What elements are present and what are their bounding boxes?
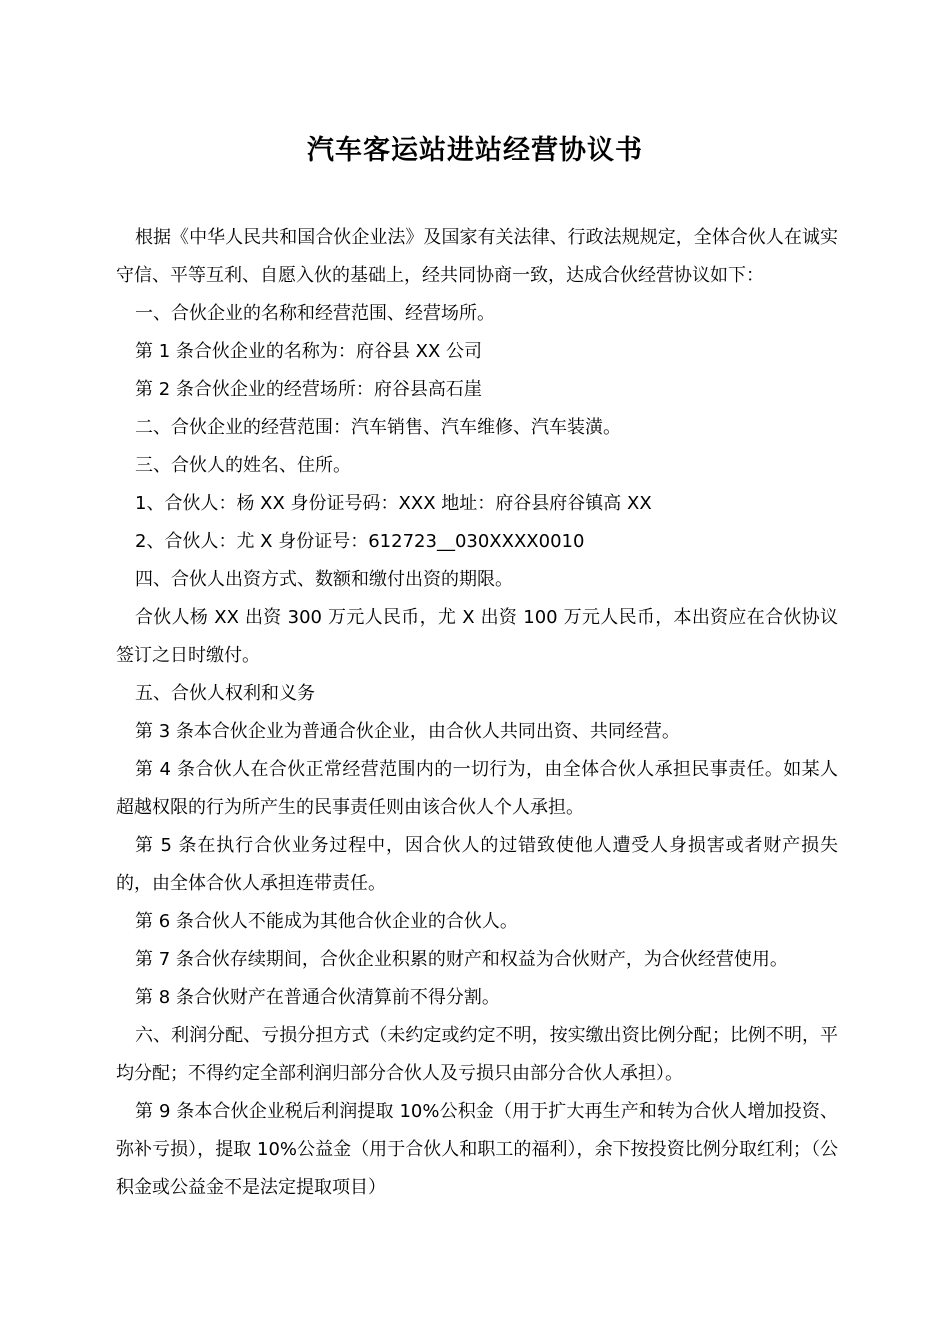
section-heading-5: 五、合伙人权利和义务 <box>135 683 315 704</box>
partner-2: 2、合伙人：尤 X 身份证号：612723__030XXXX0010 <box>135 531 585 552</box>
article-6: 第 6 条合伙人不能成为其他合伙企业的合伙人。 <box>135 911 518 932</box>
partner-1: 1、合伙人：杨 XX 身份证号码：XXX 地址：府谷县府谷镇高 XX <box>135 493 652 514</box>
article-7: 第 7 条合伙存续期间，合伙企业积累的财产和权益为合伙财产，为合伙经营使用。 <box>135 949 788 970</box>
article-3: 第 3 条本合伙企业为普通合伙企业，由合伙人共同出资、共同经营。 <box>135 721 680 742</box>
article-4: 第 4 条合伙人在合伙正常经营范围内的一切行为，由全体合伙人承担民事责任。如某人超越权限的行为所产生的民事责任则由该合伙人个人承担。 <box>116 759 838 818</box>
section-heading-2: 二、合伙企业的经营范围：汽车销售、汽车维修、汽车装潢。 <box>135 417 621 438</box>
document-title: 汽车客运站进站经营协议书 <box>307 135 643 166</box>
section-heading-6: 六、利润分配、亏损分担方式（未约定或约定不明，按实缴出资比例分配；比例不明，平均分配；不得约定全部利润归部分合伙人及亏损只由部分合伙人承担）。 <box>116 1025 838 1084</box>
capital-contribution: 合伙人杨 XX 出资 300 万元人民币，尤 X 出资 100 万元人民币，本出资应在合伙协议签订之日时缴付。 <box>116 607 838 666</box>
section-heading-1: 一、合伙企业的名称和经营范围、经营场所。 <box>135 303 495 324</box>
section-heading-3: 三、合伙人的姓名、住所。 <box>135 455 351 476</box>
article-1: 第 1 条合伙企业的名称为：府谷县 XX 公司 <box>135 341 482 362</box>
section-heading-4: 四、合伙人出资方式、数额和缴付出资的期限。 <box>135 569 513 590</box>
article-5: 第 5 条在执行合伙业务过程中，因合伙人的过错致使他人遭受人身损害或者财产损失的，由全体合伙人承担连带责任。 <box>116 835 838 894</box>
paragraph-preamble: 根据《中华人民共和国合伙企业法》及国家有关法律、行政法规规定，全体合伙人在诚实守信、平等互利、自愿入伙的基础上，经共同协商一致，达成合伙经营协议如下： <box>116 227 838 286</box>
article-8: 第 8 条合伙财产在普通合伙清算前不得分割。 <box>135 987 500 1008</box>
document-body <box>116 219 838 1207</box>
article-9: 第 9 条本合伙企业税后利润提取 10%公积金（用于扩大再生产和转为合伙人增加投资、弥补亏损），提取 10%公益金（用于合伙人和职工的福利），余下按投资比例分取红利；（公积金或公益金不是法定提取项目） <box>116 1101 838 1198</box>
article-2: 第 2 条合伙企业的经营场所：府谷县高石崖 <box>135 379 482 400</box>
